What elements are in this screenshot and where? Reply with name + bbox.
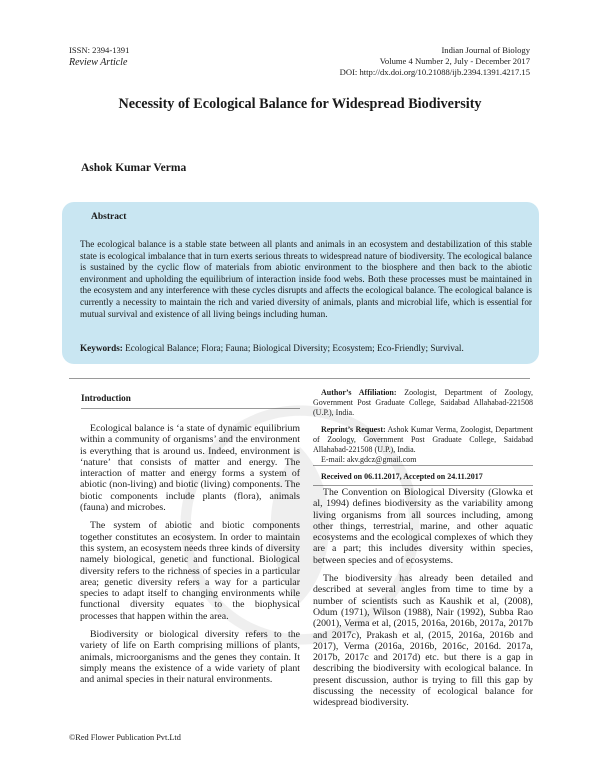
right-column-body bbox=[313, 487, 533, 716]
author-name: Ashok Kumar Verma bbox=[81, 162, 187, 174]
paragraph: The system of abiotic and biotic components together constitutes an ecosystem. In order to maintain this system, an ecosystem needs three kinds of diversity namely biological, genetic and functional. Biological diversity refers to the richness of species in a particular area; genetic diversity refers a way for a particular species to adapt itself to changing environments while functional diversity equates to the biophysical processes that happen within the area. bbox=[80, 520, 300, 622]
journal-name: Indian Journal of Biology bbox=[441, 45, 530, 55]
paragraph: The Convention on Biological Diversity (Glowka et al, 1994) defines biodiversity as the variability among living organisms from all sources including, among other things, terrestrial, marine, and other aquatic ecosystems and the ecological complexes of which they are a part; this includes diversity within species, between species and of ecosystems. bbox=[313, 487, 533, 566]
abstract-body: The ecological balance is a stable state between all plants and animals in an ecosystem and destabilization of this stable state is ecological imbalance that in turn exerts serious threats to widespread nature of biodiversity. The ecological balance is sustained by the cyclic flow of materials from abiotic environment to the biosphere and then back to the abiotic environment and upholding the equilibrium of interaction inside food webs. Both these processes must be maintained in the ecosystem and any interference with these cycles disrupts and affects the ecological balance. The ecological balance is currently a necessity to maintain the rich and varied diversity of animals, plants and microbial life, which is essential for mutual survival and existence of all living beings including human. bbox=[80, 239, 532, 319]
received-dates: Received on 06.11.2017, Accepted on 24.11.2017 bbox=[321, 472, 483, 481]
keywords-label: Keywords: bbox=[80, 343, 123, 353]
reprint-text: Ashok Kumar Verma, Zoologist, Department of Zoology, Government Post Graduate College, Saidabad Allahabad-221508 (U.P.), India. bbox=[313, 425, 533, 454]
section-divider bbox=[69, 378, 530, 379]
paragraph: Biodiversity or biological diversity refers to the variety of life on Earth comprising millions of plants, animals, microorganisms and the genes they contain. It simply means the existence of a wide variety of plant and animal species in their natural environments. bbox=[80, 629, 300, 686]
author-affiliation bbox=[313, 388, 533, 482]
footer-copyright: ©Red Flower Publication Pvt.Ltd bbox=[69, 733, 181, 742]
paragraph: The biodiversity has already been detailed and described at several angles from time to time by a number of scientists such as Kaushik et al, (2008), Odum (1971), Wilson (1988), Nair (1992), Subba Rao (2001), Verma et al, (2015, 2016a, 2016b, 2017a, 2017b and 2017c), Prakash et al, (2015, 2016a, 2016b and 2017), Verma (2016a, 2016b, 2016c, 2016d. 2017a, 2017b, 2017c and 2017d) etc. but there is a gap in describing the biodiversity with ecological balance. In present discussion, author is trying to fill this gap by discussing the necessity of ecological balance for widespread biodiversity. bbox=[313, 573, 533, 709]
paragraph: Ecological balance is ‘a state of dynamic equilibrium within a community of organisms’ and the environment is everything that is around us. Indeed, environment is ‘nature’ that consists of matter and energy. The interaction of matter and energy forms a system of abiotic (non-living) and biotic (living) components. The biotic components include plants (flora), animals (fauna) and microbes. bbox=[80, 423, 300, 514]
page-title: Necessity of Ecological Balance for Widespread Biodiversity bbox=[118, 96, 482, 112]
affiliation-label: Author’s Affiliation: bbox=[321, 388, 397, 397]
introduction-body bbox=[80, 423, 300, 693]
issn: ISSN: 2394-1391 bbox=[69, 45, 130, 55]
reprint-label: Reprint’s Request: bbox=[321, 425, 386, 434]
affiliation-line bbox=[313, 388, 533, 418]
doi-link[interactable]: DOI: http://dx.doi.org/10.21088/ijb.2394.1391.4217.15 bbox=[339, 67, 530, 77]
affiliation-text: Zoologist, Department of Zoology, Government Post Graduate College, Saidabad Allahabad-221508 (U.P.), India. bbox=[313, 388, 534, 417]
email-link[interactable]: E-mail: akv.gdcz@gmail.com bbox=[321, 455, 417, 464]
journal-volume: Volume 4 Number 2, July - December 2017 bbox=[379, 56, 530, 66]
keywords-list: Ecological Balance; Flora; Fauna; Biological Diversity; Ecosystem; Eco-Friendly; Survival. bbox=[125, 343, 464, 353]
introduction-heading: Introduction bbox=[81, 393, 131, 403]
abstract-heading: Abstract bbox=[91, 212, 127, 222]
article-type: Review Article bbox=[69, 57, 128, 68]
keywords bbox=[80, 343, 532, 354]
reprint-line bbox=[313, 425, 533, 455]
